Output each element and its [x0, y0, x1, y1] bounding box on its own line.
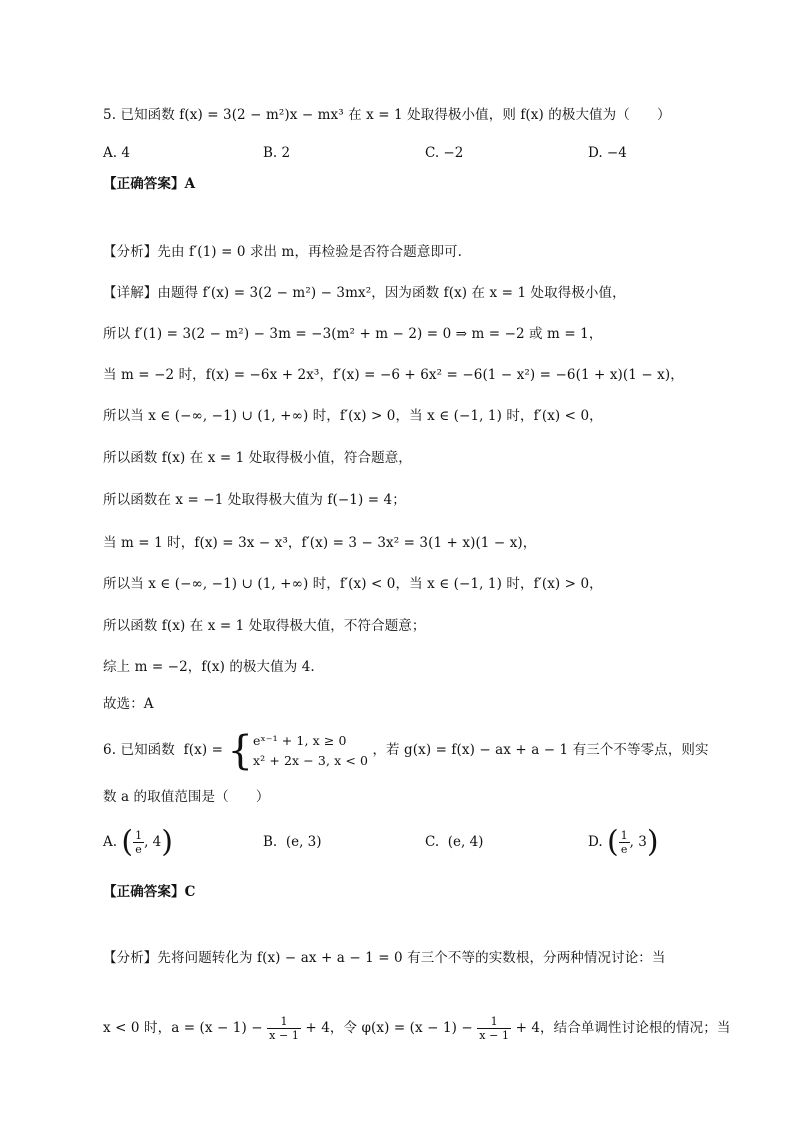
q6-fx: f(x) = [183, 742, 224, 758]
fraction-numerator: 1 [620, 829, 628, 842]
paren-left: ( [606, 824, 619, 860]
option-rest: , 4 [144, 834, 162, 850]
q6-stem-prefix: 6. 已知函数 [103, 742, 175, 758]
q6-stem-suffix: ，若 g(x) = f(x) − ax + a − 1 有三个不等零点，则实 [372, 742, 709, 758]
q5-detail-line: 所以当 x ∈ (−∞, −1) ∪ (1, +∞) 时，f′(x) < 0，当 x ∈ (−1, 1) 时，f′(x) > 0， [103, 576, 603, 592]
fraction [133, 829, 144, 856]
fraction-denominator: x − 1 [269, 1029, 299, 1042]
piecewise-case-2: x² + 2x − 3, x < 0 [253, 753, 369, 768]
option-label: D. [588, 834, 603, 850]
piecewise-function [227, 729, 368, 773]
paren-left: ( [121, 824, 134, 860]
q5-detail-line: 所以函数在 x = −1 处取得极大值为 f(−1) = 4； [103, 492, 406, 508]
q5-analysis: 【分析】先由 f′(1) = 0 求出 m，再检验是否符合题意即可. [103, 244, 463, 260]
fraction-denominator: e [135, 843, 142, 856]
option-rest: , 3 [629, 834, 647, 850]
paren-right: ) [646, 824, 659, 860]
paren-right: ) [161, 824, 173, 860]
brace-glyph: { [227, 728, 253, 774]
q5-detail-line: 所以 f′(1) = 3(2 − m²) − 3m = −3(m² + m − 2) = 0 ⇒ m = −2 或 m = 1， [103, 326, 603, 342]
q6-stem-line2: 数 a 的取值范围是（ ） [103, 789, 270, 805]
q5-detail-line: 【详解】由题得 f′(x) = 3(2 − m²) − 3mx²，因为函数 f(x) 在 x = 1 处取得极小值， [103, 285, 626, 301]
q6-answer: 【正确答案】C [103, 884, 196, 900]
q5-answer: 【正确答案】A [103, 176, 196, 192]
q5-option-d: D. −4 [588, 145, 627, 161]
q6-option-a [103, 822, 173, 862]
q5-detail-line: 综上 m = −2，f(x) 的极大值为 4. [103, 659, 315, 675]
option-text: (e, 4) [447, 834, 484, 850]
option-label: C. [425, 834, 440, 850]
q5-detail-line: 所以函数 f(x) 在 x = 1 处取得极大值，不符合题意； [103, 618, 426, 634]
fraction [477, 1015, 511, 1042]
q5-detail-line: 所以函数 f(x) 在 x = 1 处取得极小值，符合题意， [103, 450, 412, 466]
fraction-denominator: x − 1 [479, 1029, 510, 1042]
analysis-text: + 4，结合单调性讨论根的情况；当 [515, 1020, 731, 1036]
fraction-denominator: e [620, 843, 628, 856]
fraction [619, 829, 630, 856]
option-text: (e, 3) [285, 834, 322, 850]
option-label: B. [263, 834, 278, 850]
q5-detail-line: 当 m = −2 时，f(x) = −6x + 2x³，f′(x) = −6 + 6x² = −6(1 − x²) = −6(1 + x)(1 − x)， [103, 367, 684, 383]
fraction-numerator: 1 [267, 1015, 301, 1029]
q5-option-a: A. 4 [103, 145, 130, 161]
q6-options [103, 822, 703, 866]
q6-option-b [263, 822, 322, 862]
fraction-numerator: 1 [477, 1015, 511, 1029]
analysis-text: + 4，令 φ(x) = (x − 1) − [305, 1020, 473, 1036]
q6-option-d [588, 822, 659, 862]
q6-analysis-line2 [103, 1012, 730, 1044]
analysis-text: x < 0 时，a = (x − 1) − [103, 1020, 263, 1036]
q6-option-c [425, 822, 483, 862]
q5-stem: 5. 已知函数 f(x) = 3(2 − m²)x − mx³ 在 x = 1 处取得极小值，则 f(x) 的极大值为（ ） [103, 107, 671, 123]
fraction-numerator: 1 [135, 829, 143, 842]
q5-detail-line: 当 m = 1 时，f(x) = 3x − x³，f′(x) = 3 − 3x² = 3(1 + x)(1 − x)， [103, 535, 537, 551]
q5-detail-line: 所以当 x ∈ (−∞, −1) ∪ (1, +∞) 时，f′(x) > 0，当 x ∈ (−1, 1) 时，f′(x) < 0， [103, 408, 603, 424]
q5-option-b: B. 2 [263, 145, 291, 161]
option-label: A. [103, 834, 118, 850]
q6-analysis-line1: 【分析】先将问题转化为 f(x) − ax + a − 1 = 0 有三个不等的实数根，分两种情况讨论：当 [103, 950, 666, 966]
q5-detail-line: 故选：A [103, 696, 154, 712]
fraction [267, 1015, 301, 1042]
piecewise-case-1: eˣ⁻¹ + 1, x ≥ 0 [253, 733, 347, 748]
q5-option-c: C. −2 [425, 145, 464, 161]
q6-stem [103, 728, 709, 773]
